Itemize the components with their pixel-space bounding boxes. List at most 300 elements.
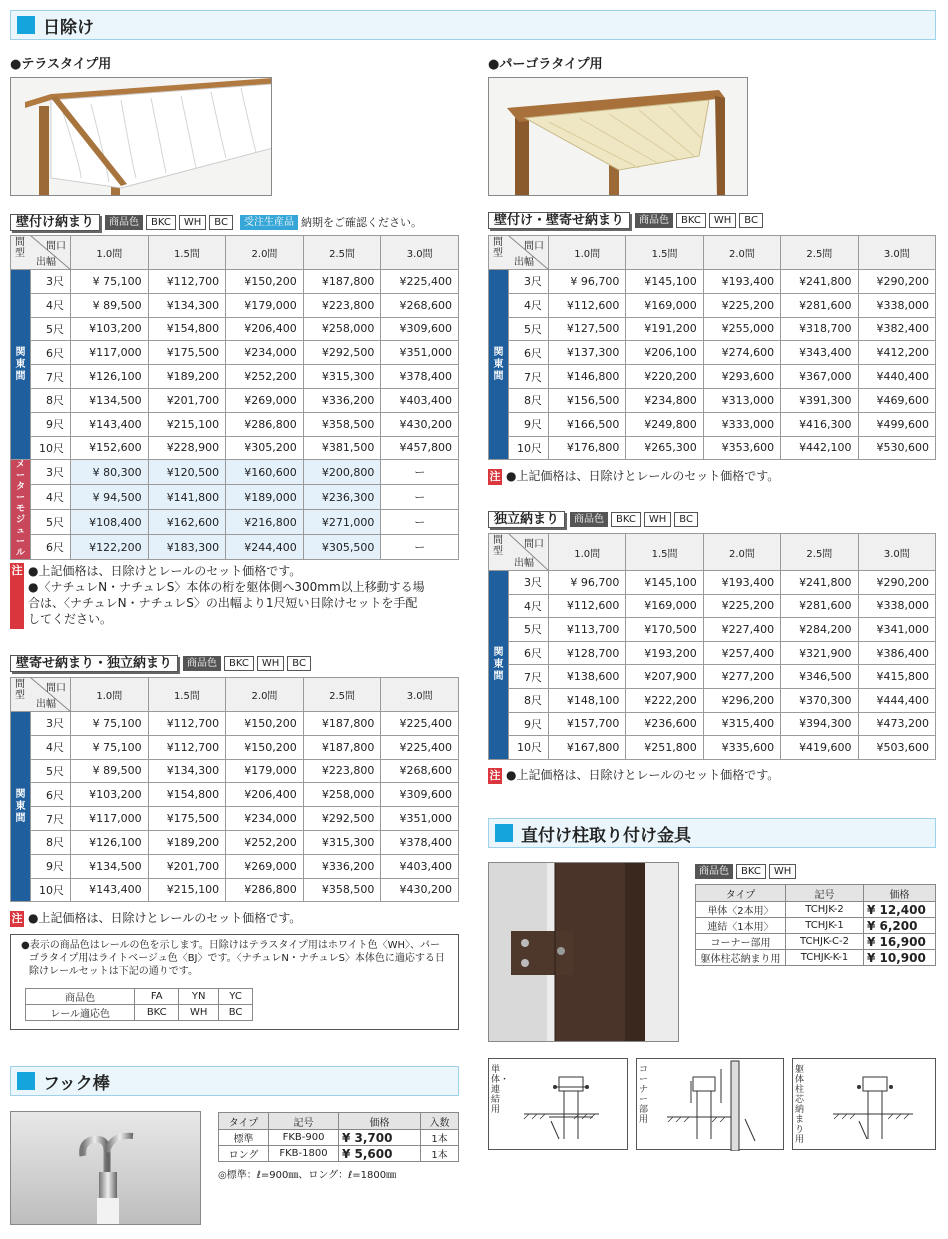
price-cell: ¥127,500	[549, 317, 626, 341]
color-chip: BKC	[146, 215, 176, 230]
price-cell: ¥ 89,500	[71, 759, 149, 783]
price-cell: ¥134,300	[148, 293, 226, 317]
size-cell: 4尺	[31, 485, 71, 510]
price-cell: ¥271,000	[303, 510, 381, 535]
color-label: 商品色	[570, 512, 608, 527]
price-cell: ¥225,400	[381, 270, 459, 294]
note-tag: 注	[10, 563, 24, 629]
table-cell: 単体〈2本用〉	[696, 902, 786, 918]
size-cell: 6尺	[509, 341, 549, 365]
price-cell: ¥126,100	[71, 365, 149, 389]
price-cell: ¥225,200	[703, 293, 780, 317]
t1-note-line: ●上記価格は、日除けとレールのセット価格です。	[28, 564, 302, 578]
size-cell: 8尺	[509, 388, 549, 412]
corner-header: 間型 間口 出幅	[489, 534, 549, 571]
price-cell: ¥503,600	[858, 736, 935, 760]
t3-title: 壁付け・壁寄せ納まり	[488, 212, 630, 229]
price-cell: ¥444,400	[858, 688, 935, 712]
price-cell: ¥187,800	[303, 735, 381, 759]
price-cell: ¥403,400	[381, 388, 459, 412]
price-cell: ¥386,400	[858, 641, 935, 665]
price-cell: ¥241,800	[781, 571, 858, 595]
price-cell: ー	[381, 485, 459, 510]
section-header-hiyoke	[10, 10, 936, 40]
price-cell: ¥234,800	[626, 388, 703, 412]
col-header: 1.0間	[549, 236, 626, 270]
col-header: 3.0間	[858, 534, 935, 571]
table-row	[489, 293, 936, 317]
price-cell: ¥415,800	[858, 665, 935, 689]
table-row	[11, 270, 459, 294]
diagram-corner: コーナー部用	[636, 1058, 784, 1150]
price-cell: ¥274,600	[703, 341, 780, 365]
price-cell: ¥138,600	[549, 665, 626, 689]
diagram-core: 躯体柱芯納まり用	[792, 1058, 936, 1150]
price-cell: ¥150,200	[226, 712, 304, 736]
table-row	[219, 1130, 459, 1146]
table-row	[11, 783, 459, 807]
table-row	[489, 365, 936, 389]
color-label: 商品色	[695, 864, 733, 879]
price-cell: ¥112,700	[148, 735, 226, 759]
price-cell: ¥200,800	[303, 460, 381, 485]
price-cell: ¥382,400	[858, 317, 935, 341]
price-cell: ー	[381, 460, 459, 485]
price-cell: ¥430,200	[381, 412, 459, 436]
price-cell: ¥284,200	[781, 618, 858, 642]
price-cell: ¥146,800	[549, 365, 626, 389]
price-cell: ¥473,200	[858, 712, 935, 736]
size-cell: 10尺	[31, 878, 71, 902]
terrace-type-label: ●テラスタイプ用	[10, 57, 112, 72]
col-header: 2.0間	[226, 236, 304, 270]
col-header: 1.5間	[626, 236, 703, 270]
price-cell: ¥358,500	[303, 878, 381, 902]
price-cell: ¥193,400	[703, 571, 780, 595]
size-cell: 6尺	[31, 341, 71, 365]
section-title: フック棒	[43, 1073, 110, 1094]
price-cell: ¥499,600	[858, 412, 935, 436]
color-label: 商品色	[105, 215, 143, 230]
table-row	[11, 510, 459, 535]
price-cell: ¥225,400	[381, 735, 459, 759]
col-header: 1.0間	[71, 678, 149, 712]
col-header: 1.0間	[71, 236, 149, 270]
price-cell: ¥ 89,500	[71, 293, 149, 317]
t1-note-line: ●〈ナチュレN・ナチュレS〉本体の桁を躯体側へ300mm以上移動する場	[28, 580, 425, 594]
price-cell: ¥290,200	[858, 571, 935, 595]
t1-price-table	[10, 235, 459, 560]
table-cell: TCHJK-2	[786, 902, 864, 918]
price-cell: ¥169,000	[626, 293, 703, 317]
price-cell: ¥187,800	[303, 270, 381, 294]
table-row	[489, 665, 936, 689]
col-header: 2.0間	[703, 236, 780, 270]
price-cell: ¥457,800	[381, 436, 459, 460]
price-cell: ¥227,400	[703, 618, 780, 642]
price-cell: ¥112,700	[148, 270, 226, 294]
size-cell: 6尺	[509, 641, 549, 665]
t1-label-row	[10, 214, 422, 230]
price-cell: ¥251,800	[626, 736, 703, 760]
price-cell: ¥189,200	[148, 365, 226, 389]
col-header: 1.5間	[148, 236, 226, 270]
price-cell: ¥228,900	[148, 436, 226, 460]
price-cell: ¥169,000	[626, 594, 703, 618]
price-cell: ¥223,800	[303, 293, 381, 317]
price-cell: ¥269,000	[226, 388, 304, 412]
color-chip: BC	[209, 215, 233, 230]
price-cell: ー	[381, 510, 459, 535]
color-info-line: ゴラタイプ用はライトベージュ色〈BJ〉です。〈ナチュレN・ナチュレS〉本体色に適応する日	[29, 953, 445, 964]
price-cell: ¥309,600	[381, 317, 459, 341]
price-cell: ¥241,800	[781, 270, 858, 294]
price-cell: ¥ 10,900	[864, 950, 936, 966]
hook-price-table: タイプ 記号 価格 入数 標準 FKB-900 ¥ 3,700 1本 ロング FKB-1800 ¥ 5,600 1本	[218, 1112, 459, 1162]
price-cell: ¥367,000	[781, 365, 858, 389]
table-cell: FKB-900	[269, 1130, 339, 1146]
price-cell: ¥ 12,400	[864, 902, 936, 918]
table-row	[489, 571, 936, 595]
table-row	[11, 388, 459, 412]
table-row	[696, 918, 936, 934]
price-cell: ¥336,200	[303, 388, 381, 412]
price-cell: ¥351,000	[381, 341, 459, 365]
price-cell: ¥220,200	[626, 365, 703, 389]
price-cell: ¥148,100	[549, 688, 626, 712]
price-cell: ¥156,500	[549, 388, 626, 412]
size-cell: 8尺	[31, 388, 71, 412]
size-cell: 4尺	[31, 735, 71, 759]
price-cell: ¥281,600	[781, 293, 858, 317]
price-cell: ¥315,300	[303, 830, 381, 854]
price-cell: ¥187,800	[303, 712, 381, 736]
size-cell: 5尺	[31, 510, 71, 535]
order-badge: 受注生産品	[240, 215, 298, 230]
table-row	[11, 735, 459, 759]
price-cell: ¥103,200	[71, 783, 149, 807]
price-cell: ¥117,000	[71, 807, 149, 831]
size-cell: 3尺	[509, 571, 549, 595]
price-cell: ¥315,300	[303, 365, 381, 389]
price-cell: ¥179,000	[226, 759, 304, 783]
price-cell: ¥ 16,900	[864, 934, 936, 950]
table-row	[11, 317, 459, 341]
size-cell: 8尺	[509, 688, 549, 712]
corner-header: 間型 間口 出幅	[489, 236, 549, 270]
color-chip: BKC	[676, 213, 706, 228]
price-cell: ¥201,700	[148, 388, 226, 412]
price-cell: ¥315,400	[703, 712, 780, 736]
section-header-fitting	[488, 818, 936, 848]
price-cell: ¥145,100	[626, 270, 703, 294]
table-row	[489, 436, 936, 460]
price-cell: ¥268,600	[381, 759, 459, 783]
color-chip: BKC	[611, 512, 641, 527]
table-cell: TCHJK-1	[786, 918, 864, 934]
price-cell: ¥252,200	[226, 365, 304, 389]
price-cell: ¥336,200	[303, 854, 381, 878]
square-icon	[17, 16, 35, 34]
col-header: 2.5間	[303, 678, 381, 712]
size-cell: 9尺	[31, 412, 71, 436]
price-cell: ¥292,500	[303, 807, 381, 831]
price-cell: ¥277,200	[703, 665, 780, 689]
price-cell: ¥154,800	[148, 317, 226, 341]
price-cell: ¥419,600	[781, 736, 858, 760]
price-cell: ¥145,100	[626, 571, 703, 595]
color-info-line: 除けレールセットは下記の通りです。	[29, 966, 198, 977]
col-header: 3.0間	[858, 236, 935, 270]
price-cell: ¥343,400	[781, 341, 858, 365]
price-cell: ¥128,700	[549, 641, 626, 665]
price-cell: ¥ 6,200	[864, 918, 936, 934]
price-cell: ¥193,200	[626, 641, 703, 665]
table-row	[489, 618, 936, 642]
price-cell: ¥150,200	[226, 270, 304, 294]
t4-note: 注 ●上記価格は、日除けとレールのセット価格です。	[489, 768, 780, 782]
col-header: 2.5間	[781, 534, 858, 571]
col-header: 3.0間	[381, 678, 459, 712]
size-cell: 9尺	[31, 854, 71, 878]
price-cell: ¥370,300	[781, 688, 858, 712]
price-cell: ¥309,600	[381, 783, 459, 807]
price-cell: ¥162,600	[148, 510, 226, 535]
price-cell: ¥293,600	[703, 365, 780, 389]
t3-note: 注 ●上記価格は、日除けとレールのセット価格です。	[489, 469, 780, 483]
table-cell: TCHJK-C-2	[786, 934, 864, 950]
table-row	[11, 341, 459, 365]
price-cell: ¥269,000	[226, 854, 304, 878]
size-cell: 8尺	[31, 830, 71, 854]
size-cell: 7尺	[509, 365, 549, 389]
price-cell: ¥252,200	[226, 830, 304, 854]
t1-note-line: 合は、〈ナチュレN・ナチュレS〉の出幅より1尺短い日除けセットを手配	[28, 596, 418, 610]
table-row	[489, 317, 936, 341]
price-cell: ¥201,700	[148, 854, 226, 878]
table-row	[11, 485, 459, 510]
table-row	[489, 341, 936, 365]
price-cell: ¥152,600	[71, 436, 149, 460]
price-cell: ¥191,200	[626, 317, 703, 341]
size-cell: 3尺	[31, 270, 71, 294]
price-cell: ¥281,600	[781, 594, 858, 618]
t3-price-table	[488, 235, 936, 460]
hook-note: ◎標準：ℓ=900㎜、ロング：ℓ=1800㎜	[218, 1170, 397, 1181]
price-cell: ¥122,200	[71, 535, 149, 560]
size-cell: 10尺	[31, 436, 71, 460]
table-cell: 標準	[219, 1130, 269, 1146]
price-cell: ¥416,300	[781, 412, 858, 436]
col-header: 1.5間	[626, 534, 703, 571]
table-cell: コーナー部用	[696, 934, 786, 950]
price-cell: ¥112,600	[549, 293, 626, 317]
table-cell: 1本	[421, 1130, 459, 1146]
price-cell: ¥103,200	[71, 317, 149, 341]
table-row	[11, 436, 459, 460]
price-cell: ¥ 3,700	[339, 1130, 421, 1146]
price-cell: ¥126,100	[71, 830, 149, 854]
price-cell: ¥120,500	[148, 460, 226, 485]
price-cell: ¥346,500	[781, 665, 858, 689]
color-chip: BKC	[224, 656, 254, 671]
table-row	[489, 641, 936, 665]
size-cell: 5尺	[509, 618, 549, 642]
table-row	[696, 934, 936, 950]
col-header: 1.5間	[148, 678, 226, 712]
t4-title: 独立納まり	[488, 511, 565, 528]
price-cell: ¥265,300	[626, 436, 703, 460]
order-note: 納期をご確認ください。	[300, 216, 422, 229]
group-label-kanto: 関東間	[11, 712, 31, 902]
price-cell: ¥167,800	[549, 736, 626, 760]
table-row	[696, 902, 936, 918]
table-row	[11, 460, 459, 485]
price-cell: ¥112,700	[148, 712, 226, 736]
price-cell: ¥338,000	[858, 293, 935, 317]
table-cell: FKB-1800	[269, 1146, 339, 1162]
price-cell: ¥257,400	[703, 641, 780, 665]
price-cell: ¥358,500	[303, 412, 381, 436]
table-row	[11, 365, 459, 389]
price-cell: ¥403,400	[381, 854, 459, 878]
price-cell: ¥286,800	[226, 878, 304, 902]
size-cell: 4尺	[509, 293, 549, 317]
t4-label-row	[488, 511, 698, 527]
price-cell: ¥292,500	[303, 341, 381, 365]
price-cell: ¥ 75,100	[71, 712, 149, 736]
fitting-color-row	[695, 863, 796, 879]
price-cell: ¥175,500	[148, 341, 226, 365]
t2-title: 壁寄せ納まり・独立納まり	[10, 655, 178, 672]
terrace-photo	[10, 77, 272, 196]
table-row	[219, 1146, 459, 1162]
col-header: 2.0間	[226, 678, 304, 712]
price-cell: ¥166,500	[549, 412, 626, 436]
group-label-kanto: 関東間	[489, 571, 509, 760]
table-row	[11, 759, 459, 783]
price-cell: ¥469,600	[858, 388, 935, 412]
price-cell: ¥391,300	[781, 388, 858, 412]
price-cell: ¥160,600	[226, 460, 304, 485]
fitting-price-table: タイプ 記号 価格 単体〈2本用〉 TCHJK-2 ¥ 12,400 連結〈1本用〉 TCHJK-1 ¥ 6,200 コーナー部用 TCHJK-C-2 ¥ 16,900 躯体柱芯納まり用 TCHJK-K-1 ¥ 10,900	[695, 884, 936, 966]
size-cell: 6尺	[31, 535, 71, 560]
table-row	[489, 736, 936, 760]
color-info-box	[10, 934, 459, 1030]
table-row	[11, 830, 459, 854]
price-cell: ¥216,800	[226, 510, 304, 535]
size-cell: 9尺	[509, 712, 549, 736]
table-row	[489, 412, 936, 436]
col-header: 1.0間	[549, 534, 626, 571]
table-row	[11, 535, 459, 560]
pergola-type-label: ●パーゴラタイプ用	[488, 57, 603, 72]
section-title: 日除け	[43, 17, 94, 38]
price-cell: ¥ 96,700	[549, 270, 626, 294]
price-cell: ¥353,600	[703, 436, 780, 460]
pergola-photo	[488, 77, 748, 196]
note-tag: 注	[489, 470, 501, 483]
price-cell: ¥351,000	[381, 807, 459, 831]
price-cell: ¥335,600	[703, 736, 780, 760]
group-label-kanto: 関東間	[11, 270, 31, 460]
price-cell: ¥117,000	[71, 341, 149, 365]
price-cell: ¥255,000	[703, 317, 780, 341]
price-cell: ¥321,900	[781, 641, 858, 665]
price-cell: ¥268,600	[381, 293, 459, 317]
t1-note-line: してください。	[28, 612, 113, 626]
price-cell: ¥234,000	[226, 807, 304, 831]
table-row	[489, 712, 936, 736]
price-cell: ¥412,200	[858, 341, 935, 365]
price-cell: ¥338,000	[858, 594, 935, 618]
diagram-single: 単体・連結用	[488, 1058, 628, 1150]
size-cell: 5尺	[509, 317, 549, 341]
price-cell: ¥ 75,100	[71, 270, 149, 294]
price-cell: ¥193,400	[703, 270, 780, 294]
size-cell: 9尺	[509, 412, 549, 436]
price-cell: ¥244,400	[226, 535, 304, 560]
size-cell: 7尺	[509, 665, 549, 689]
price-cell: ¥206,100	[626, 341, 703, 365]
color-chip: WH	[179, 215, 206, 230]
fitting-photo	[488, 862, 679, 1042]
color-chip: BC	[287, 656, 311, 671]
color-chip: BC	[739, 213, 763, 228]
price-cell: ¥ 94,500	[71, 485, 149, 510]
t1-title: 壁付け納まり	[10, 214, 100, 231]
section-header-hook	[10, 1066, 459, 1096]
size-cell: 10尺	[509, 736, 549, 760]
price-cell: ¥440,400	[858, 365, 935, 389]
price-cell: ¥189,000	[226, 485, 304, 510]
t2-label-row	[10, 655, 311, 671]
corner-header: 間型 間口 出幅	[11, 678, 71, 712]
price-cell: ¥157,700	[549, 712, 626, 736]
price-cell: ¥394,300	[781, 712, 858, 736]
price-cell: ¥ 96,700	[549, 571, 626, 595]
price-cell: ¥333,000	[703, 412, 780, 436]
note-tag: 注	[11, 912, 23, 925]
color-label: 商品色	[635, 213, 673, 228]
table-row	[489, 594, 936, 618]
price-cell: ¥341,000	[858, 618, 935, 642]
col-header: 2.5間	[781, 236, 858, 270]
price-cell: ¥207,900	[626, 665, 703, 689]
table-row	[489, 688, 936, 712]
price-cell: ¥442,100	[781, 436, 858, 460]
price-cell: ¥378,400	[381, 365, 459, 389]
table-row	[11, 854, 459, 878]
t1-note	[10, 563, 462, 629]
table-row	[11, 712, 459, 736]
price-cell: ¥170,500	[626, 618, 703, 642]
price-cell: ¥430,200	[381, 878, 459, 902]
price-cell: ¥179,000	[226, 293, 304, 317]
table-row	[696, 950, 936, 966]
size-cell: 5尺	[31, 759, 71, 783]
corner-header: 間型 間口 出幅	[11, 236, 71, 270]
price-cell: ¥143,400	[71, 412, 149, 436]
section-title: 直付け柱取り付け金具	[521, 825, 691, 846]
price-cell: ¥318,700	[781, 317, 858, 341]
table-row	[11, 878, 459, 902]
price-cell: ¥175,500	[148, 807, 226, 831]
size-cell: 6尺	[31, 783, 71, 807]
size-cell: 5尺	[31, 317, 71, 341]
size-cell: 4尺	[509, 594, 549, 618]
color-chip: WH	[644, 512, 671, 527]
